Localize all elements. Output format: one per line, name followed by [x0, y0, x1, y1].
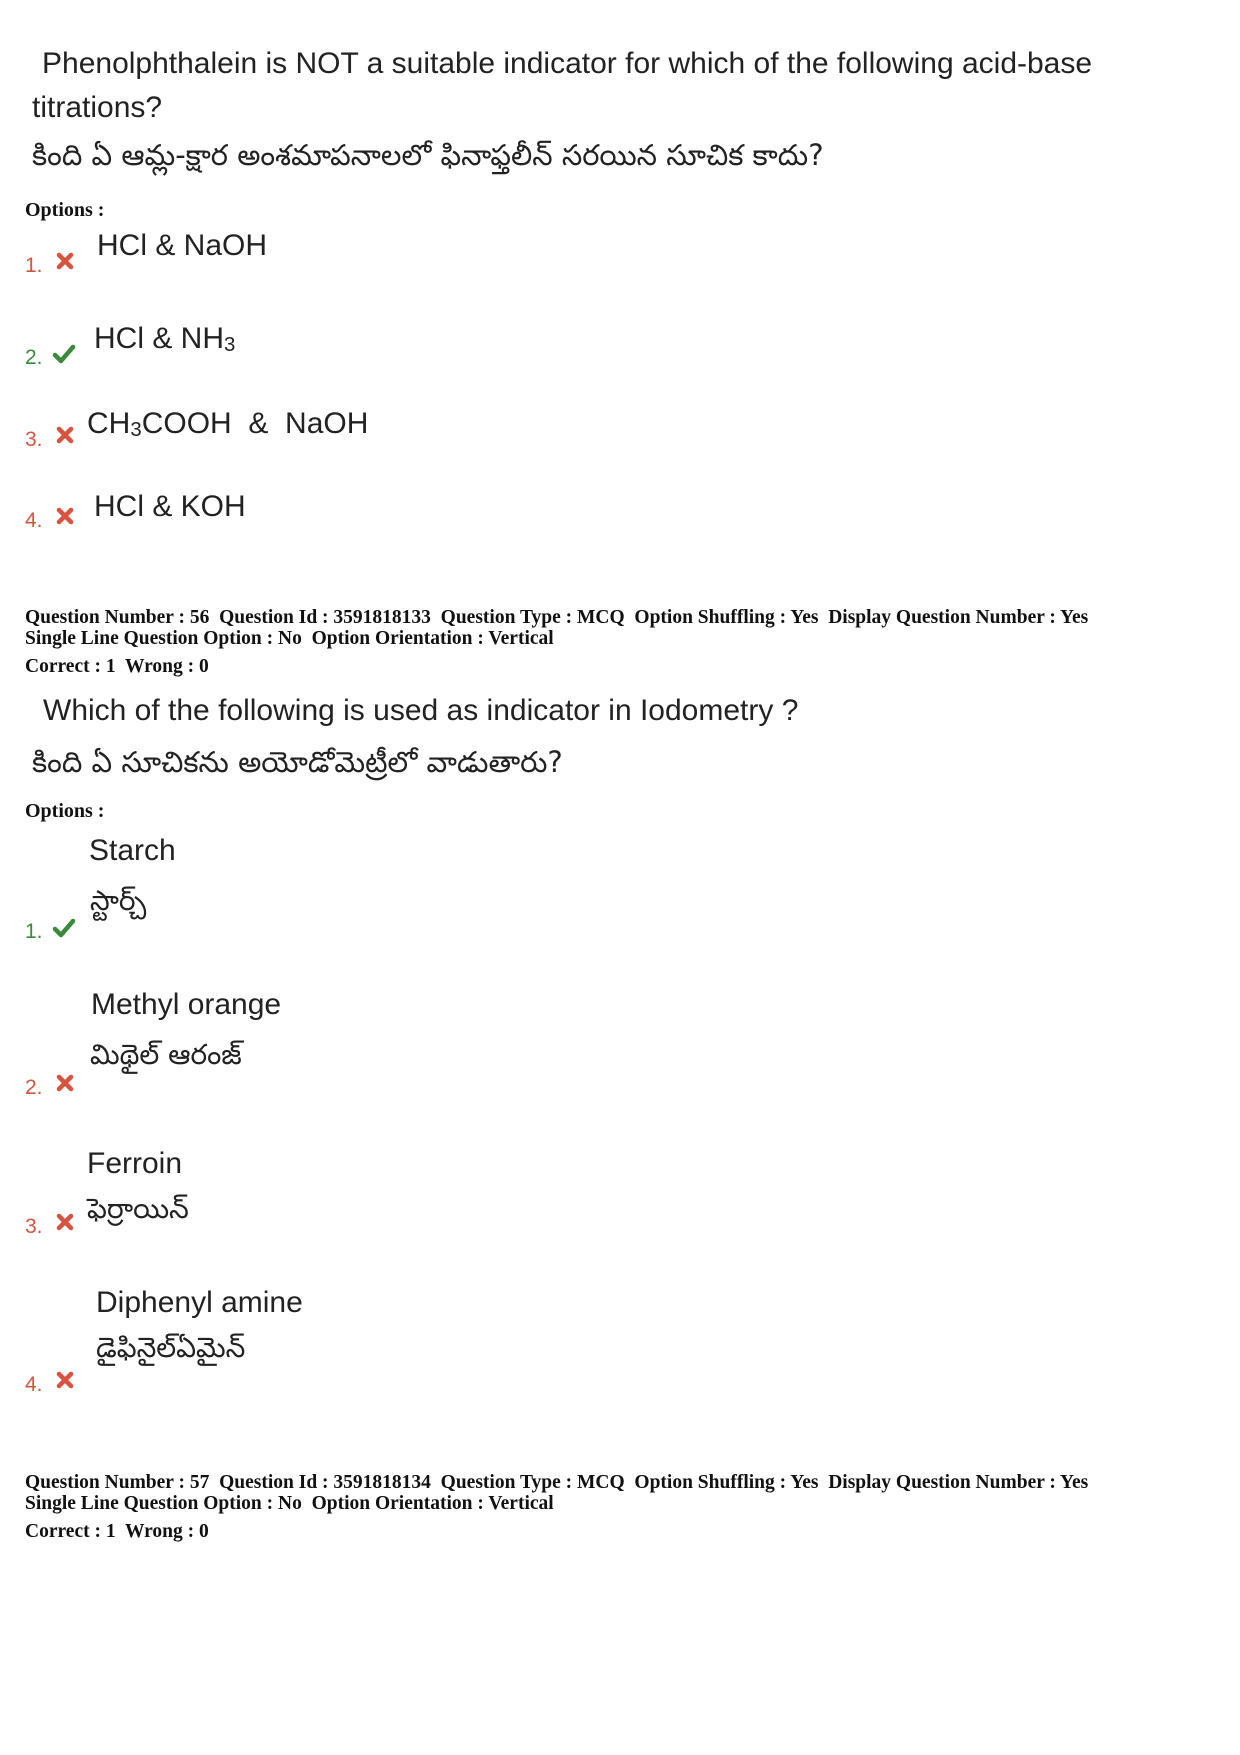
cross-icon [54, 1072, 76, 1094]
q56-option-4-telugu: డైఫినైల్ఏమైన్ [96, 1331, 246, 1364]
q56-option-4-number: 4. [25, 1373, 43, 1396]
q55-option-1-number: 1. [25, 254, 43, 277]
q56-option-3-telugu: ఫెర్రాయిన్ [87, 1192, 189, 1225]
q56-option-2-number: 2. [25, 1076, 43, 1099]
q56-meta-line2: Single Line Question Option : No Option Orientation : Vertical [25, 628, 554, 649]
q56-option-2-text: Methyl orange [91, 988, 282, 1021]
q55-question-telugu: కింది ఏ ఆమ్ల-క్షార అంశమాపనాలలో ఫినాఫ్తలీన్ సరయిన సూచిక కాదు? [32, 138, 824, 172]
q55-option-2-number: 2. [25, 346, 43, 369]
q56-meta-line3: Correct : 1 Wrong : 0 [25, 656, 209, 677]
cross-icon [54, 505, 76, 527]
q55-option-3-text: $CH_3COOH$ & NaOH [87, 407, 369, 442]
q56-option-2-telugu: మిథైల్ ఆరంజ్ [90, 1038, 242, 1071]
q56-option-4-text: Diphenyl amine [96, 1286, 303, 1319]
q56-option-3-number: 3. [25, 1215, 43, 1238]
q56-option-1-telugu: స్టార్చ్ [90, 884, 147, 917]
q56-question-telugu: కింది ఏ సూచికను అయోడోమెట్రీలో వాడుతారు? [32, 745, 563, 779]
q57-meta-line2: Single Line Question Option : No Option Orientation : Vertical [25, 1493, 554, 1514]
q55-options-label: Options : [25, 199, 105, 221]
q56-option-3-text: Ferroin [87, 1147, 183, 1180]
q56-option-1-text: Starch [89, 834, 176, 867]
q57-meta-line1: Question Number : 57 Question Id : 3591818134 Question Type : MCQ Option Shuffling : Yes Display Question Number : Yes [25, 1472, 1089, 1493]
q55-question-line2: titrations? [32, 91, 163, 124]
q56-meta-line1: Question Number : 56 Question Id : 3591818133 Question Type : MCQ Option Shuffling : Yes Display Question Number : Yes [25, 607, 1089, 628]
check-icon [52, 342, 76, 366]
q55-option-3-number: 3. [25, 428, 43, 451]
q57-meta-line3: Correct : 1 Wrong : 0 [25, 1521, 209, 1542]
q55-option-4-text: HCl & KOH [94, 490, 246, 523]
cross-icon [54, 424, 76, 446]
cross-icon [54, 1369, 76, 1391]
q56-options-label: Options : [25, 800, 105, 822]
q55-option-1-text: HCl & NaOH [97, 229, 268, 262]
q56-question: Which of the following is used as indicator in Iodometry ? [43, 694, 799, 727]
check-icon [52, 916, 76, 940]
q55-question-line1: Phenolphthalein is NOT a suitable indicator for which of the following acid-base [42, 47, 1093, 80]
q56-option-1-number: 1. [25, 920, 43, 943]
q55-option-4-number: 4. [25, 509, 43, 532]
cross-icon [54, 250, 76, 272]
q55-option-2-text: HCl & $NH_3$ [94, 322, 236, 357]
cross-icon [54, 1211, 76, 1233]
